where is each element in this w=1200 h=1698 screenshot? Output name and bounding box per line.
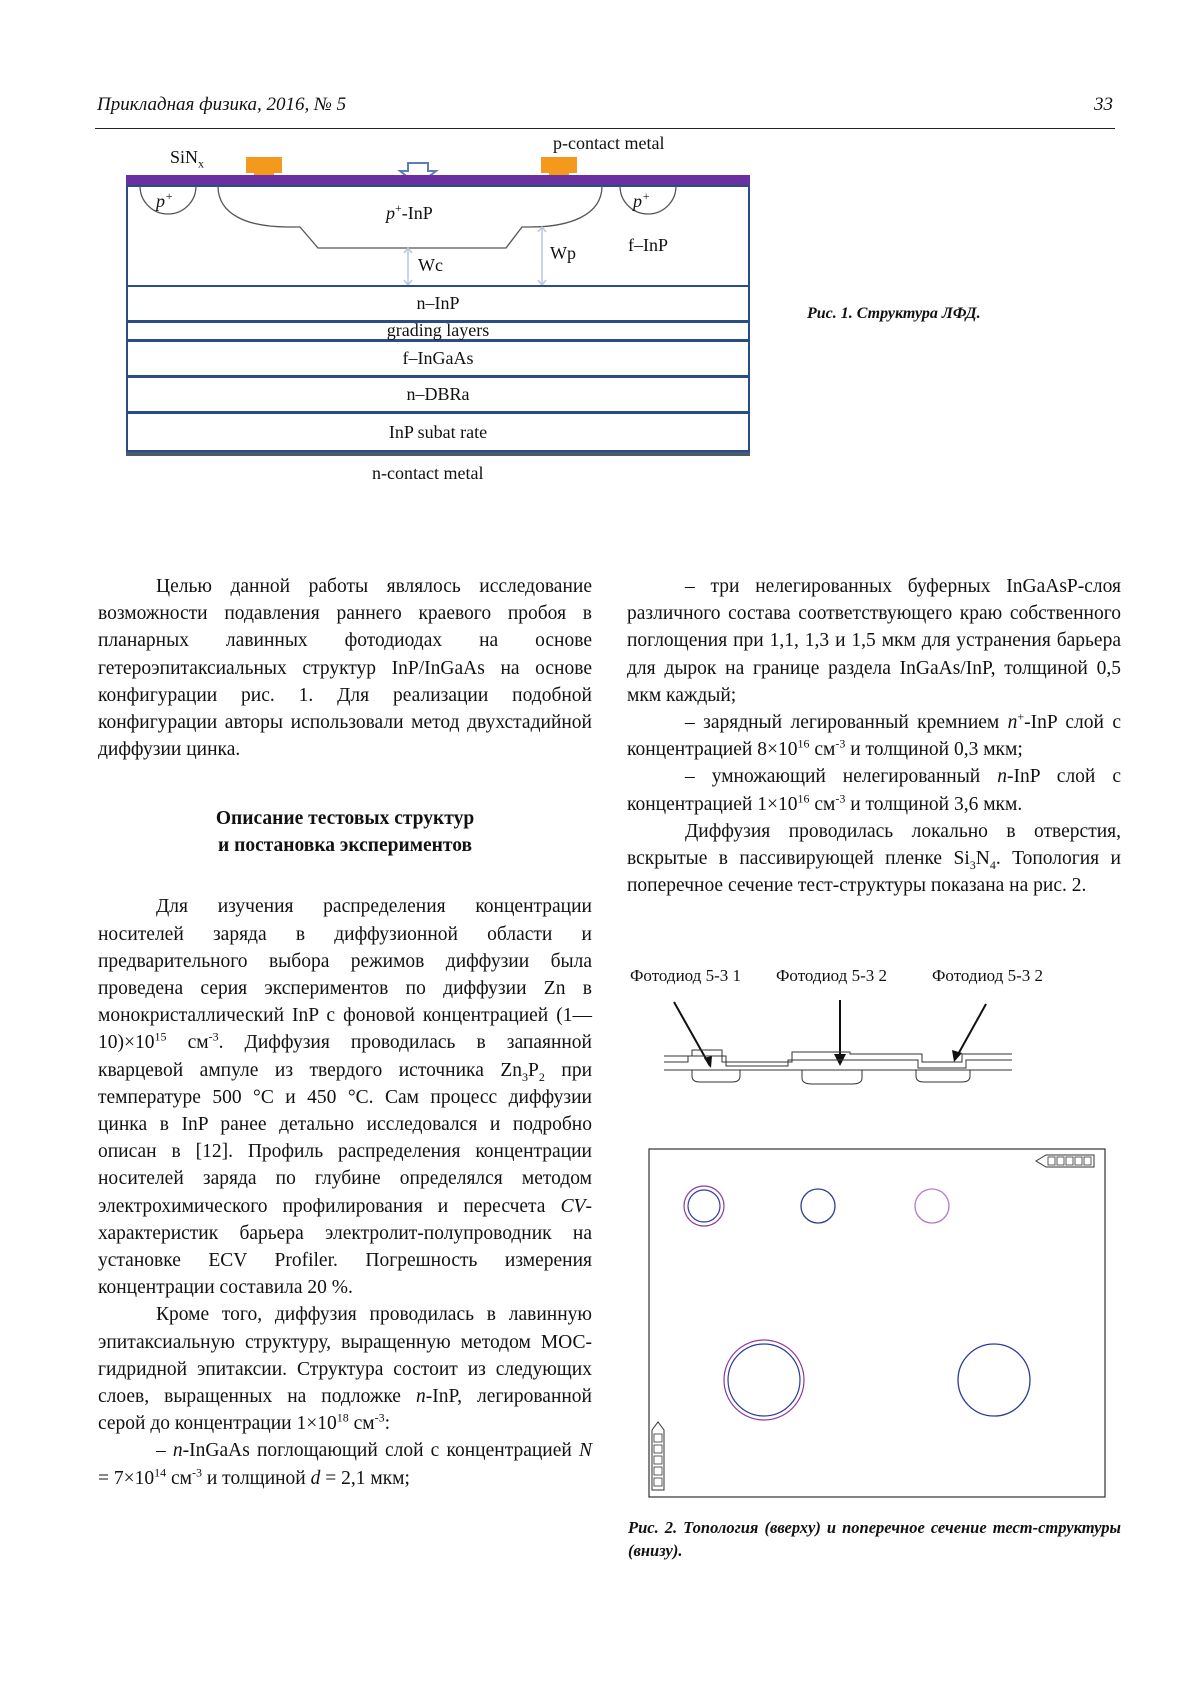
left-column <box>98 573 592 1492</box>
photodiode-label-1: Фотодиод 5-3 1 <box>630 966 741 985</box>
p-contact-label: p-contact metal <box>553 133 665 153</box>
figure-1-caption: Рис. 1. Структура ЛФД. <box>807 305 981 322</box>
p-plus-right-label: p+ <box>633 189 651 211</box>
wc-label: Wc <box>418 255 443 275</box>
wp-label: Wp <box>550 243 576 263</box>
sinx-label: SiN$_x$ <box>170 147 205 171</box>
paragraph-epitaxial-structure: Кроме того, диффузия проводилась в лавинную эпитаксиальную структуру, выращенную методом МОС-гидридной эпитаксии. Структура состоит из следующих слоев, выращенных на подложке n-InP, легированной серой до концентрации $1\times 10^{18}$ $см^{-3}$: <box>98 1304 592 1435</box>
layer-grading: grading layers <box>126 321 750 341</box>
sinx-passivation <box>126 175 750 186</box>
journal-title: Прикладная физика, 2016, № 5 <box>97 94 347 115</box>
list-item-charge-layer: – зарядный легированный кремнием n+-InP слой с концентрацией $8\times 10^{16}$ $см^{-3}$ и толщиной 0,3 мкм; <box>627 709 1122 761</box>
p-plus-inp-label: p+-InP <box>386 201 433 223</box>
list-item-buffer-layers: – три нелегированных буферных InGaAsP-слоя различного состава соответствующего краю собственного поглощения при 1,1, 1,3 и 1,5 мкм для устранения барьера для дырок на границе раздела InGaAs/InP, толщиной 0,5 мкм каждый; <box>627 576 1121 706</box>
layer-inp-substrate: InP subat rate <box>126 412 750 452</box>
section-title: Описание тестовых структур и постановка экспериментов <box>215 808 475 857</box>
p-contact-metal-left <box>246 157 282 173</box>
layer-f-ingaas: f–InGaAs <box>126 340 750 377</box>
intro-paragraph: Целью данной работы являлось исследование возможности подавления раннего краевого пробоя в планарных лавинных фотодиодах на основе гетероэпитаксиальных структур InP/InGaAs на основе конфигурации рис. 1. Для реализации подобной конфигурации авторы использовали метод двухстадийной диффузии цинка. <box>98 576 592 761</box>
chip-outline <box>649 1149 1105 1497</box>
f-inp-label: f–InP <box>628 235 668 255</box>
figure-2-caption: Рис. 2. Топология (вверху) и поперечное сечение тест-структуры (внизу). <box>628 1518 1121 1560</box>
photodiode-label-3: Фотодиод 5-3 2 <box>932 966 1043 985</box>
running-header <box>95 90 1115 129</box>
layer-n-dbra: n–DBRa <box>126 376 750 413</box>
pointer-arrow-3 <box>956 1004 986 1058</box>
list-item-multiplication-layer: – умножающий нелегированный n-InP слой с концентрацией $1\times 10^{16}$ $см^{-3}$ и толщиной 3,6 мкм. <box>627 766 1121 815</box>
page-number: 33 <box>1094 94 1113 115</box>
p-contact-metal-right <box>541 157 577 173</box>
figure-2-cross-section <box>662 990 1022 1100</box>
photodiode-label-2: Фотодиод 5-3 2 <box>776 966 887 985</box>
right-column <box>627 573 1121 899</box>
layer-n-inp: n–InP <box>126 285 750 322</box>
figure-2-topology <box>648 1148 1106 1498</box>
n-contact-label: n-contact metal <box>372 463 484 483</box>
p-plus-left-label: p+ <box>156 189 174 211</box>
paragraph-local-diffusion: Диффузия проводилась локально в отверстия, вскрытые в пассивирующей пленке $Si_3N_4$. Топология и поперечное сечение тест-структуры показана на рис. 2. <box>627 820 1121 897</box>
list-item-ingaas: – n-InGaAs поглощающий слой с концентрацией $N = 7\times 10^{14}$ $см^{-3}$ и толщиной d = 2,1 мкм; <box>98 1440 593 1489</box>
paragraph-diffusion-experiments: Для изучения распределения концентрации носителей заряда в диффузионной области и предварительного выбора режимов диффузии была проведена серия экспериментов по диффузии Zn в монокристаллический InP с фоновой концентрацией $(1—10)\times 10^{15}$ $см^{-3}$. Диффузия проводилась в запаянной кварцевой ампуле из твердого источника $Zn_3P_2$ при температуре 500 °С и 450 °С. Сам процесс диффузии цинка в InP ранее детально исследовался и подробно описан в [12]. Профиль распределения концентрации носителей заряда по глубине определялся методом электрохимического профилирования и пересчета CV-характеристик барьера электролит-полупроводник на установке ECV Profiler. Погрешность измерения концентрации составила 20 %. <box>98 896 592 1299</box>
figure-1 <box>118 135 758 535</box>
